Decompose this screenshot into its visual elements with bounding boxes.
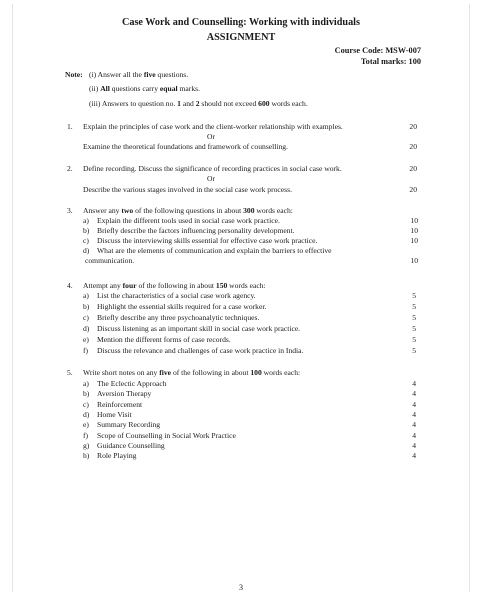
q4-item-text: Highlight the essential skills required for a case worker. [97, 302, 267, 311]
q3-item-label: d) [83, 246, 90, 255]
q4-item-text: Discuss the relevance and challenges of case work practice in India. [97, 346, 304, 355]
q3-item-marks: 10 [410, 256, 418, 265]
q4-item-label: b) [83, 302, 90, 311]
assignment-page [12, 4, 470, 592]
q5-item-marks: 4 [412, 451, 416, 461]
q5-item-text: Scope of Counselling in Social Work Practice [97, 430, 236, 440]
q5-instruction: Write short notes on any five of the following in about 100 words each: [83, 368, 301, 377]
q5-item-marks: 4 [412, 389, 416, 399]
note-item-i: (i) Answer all the five questions. [89, 70, 189, 79]
course-info [335, 46, 421, 67]
q4-item-marks: 5 [412, 335, 416, 344]
q4-item-marks: 5 [412, 346, 416, 355]
q3-item-marks: 10 [410, 216, 418, 225]
q5-item-label: g) [83, 440, 90, 450]
q1-alt-marks: 20 [409, 142, 417, 151]
note-label: Note: [65, 70, 83, 79]
q4-item-marks: 5 [412, 313, 416, 322]
q5-item-text: Aversion Therapy [97, 389, 152, 399]
course-code: Course Code: MSW-007 [334, 46, 421, 55]
q5-item-label: c) [83, 399, 89, 409]
q3-number: 3. [67, 206, 73, 215]
q3-item-marks: 10 [410, 226, 418, 235]
q4-item-text: Mention the different forms of case records. [97, 335, 231, 344]
q4-item-label: c) [83, 313, 89, 322]
q1-or: Or [207, 132, 216, 141]
q4-item-label: f) [83, 346, 89, 355]
q4-instruction: Attempt any four of the following in about 150 words each: [83, 281, 266, 290]
q2-number: 2. [67, 164, 73, 173]
q2-alt-marks: 20 [409, 185, 417, 194]
q5-item-label: f) [83, 430, 89, 440]
q5-number: 5. [67, 368, 73, 377]
q3-item-label: c) [83, 236, 89, 245]
q4-item-marks: 5 [412, 291, 416, 300]
q4-item-marks: 5 [412, 324, 416, 333]
q3-item-label: a) [83, 216, 89, 225]
q5-item-marks: 4 [412, 399, 416, 409]
q4-item-text: Discuss listening as an important skill in social case work practice. [97, 324, 301, 333]
q4-item-marks: 5 [412, 302, 416, 311]
q5-item-marks: 4 [412, 430, 416, 440]
note-item-iii: (iii) Answers to question no. 1 and 2 should not exceed 600 words each. [89, 99, 308, 108]
q5-item-text: The Eclectic Approach [97, 379, 167, 388]
q4-item-label: a) [83, 291, 89, 300]
page-number: 3 [239, 583, 243, 592]
q2-marks: 20 [409, 164, 417, 173]
q3-item-text: Discuss the interviewing skills essential for effective case work practice. [97, 236, 318, 245]
q5-item-label: a) [83, 379, 89, 388]
q2-or: Or [207, 174, 216, 183]
assignment-heading: ASSIGNMENT [206, 32, 276, 43]
q5-item-label: e) [83, 420, 89, 430]
q5-item-marks: 4 [412, 420, 416, 430]
q2-alt-text: Describe the various stages involved in the social case work process. [83, 185, 292, 194]
q5-item-marks: 4 [412, 440, 416, 450]
q5-item-text: Reinforcement [97, 399, 143, 409]
q5-item-text: Role Playing [97, 451, 137, 461]
document-title: Case Work and Counselling: Working with individuals [122, 17, 360, 28]
q3-item-marks: 10 [410, 236, 418, 245]
q3-instruction: Answer any two of the following questions in about 300 words each: [83, 206, 293, 215]
q5-item-text: Guidance Counselling [97, 440, 165, 450]
q1-alt-text: Examine the theoretical foundations and framework of counselling. [83, 142, 288, 151]
q3-item-text-continued: communication. [85, 256, 135, 265]
q4-item-label: e) [83, 335, 89, 344]
q2-text: Define recording. Discuss the significance of recording practices in social case work. [83, 164, 342, 173]
q4-item-label: d) [83, 324, 90, 333]
total-marks: Total marks: 100 [360, 56, 421, 66]
q4-item-text: List the characteristics of a social case work agency. [97, 291, 256, 300]
q4-item-text: Briefly describe any three psychoanalytic techniques. [97, 313, 260, 322]
q3-item-label: b) [83, 226, 90, 235]
q1-number: 1. [67, 122, 73, 131]
q5-item-text: Home Visit [97, 409, 132, 419]
q5-item-marks: 4 [412, 379, 416, 388]
q5-item-text: Summary Recording [97, 420, 161, 430]
q5-item-marks: 4 [412, 409, 416, 419]
q3-item-text: Explain the different tools used in social case work practice. [97, 216, 280, 225]
q3-item-text: What are the elements of communication and explain the barriers to effective [97, 246, 332, 255]
q5-item-label: d) [83, 409, 90, 419]
q1-text: Explain the principles of case work and the client-worker relationship with examples. [83, 122, 343, 131]
note-item-ii: (ii) All questions carry equal marks. [89, 84, 200, 93]
q4-number: 4. [67, 281, 73, 290]
q5-item-label: h) [83, 451, 90, 461]
q5-item-label: b) [83, 389, 90, 399]
q1-marks: 20 [409, 122, 417, 131]
q3-item-text: Briefly describe the factors influencing personality development. [97, 226, 295, 235]
